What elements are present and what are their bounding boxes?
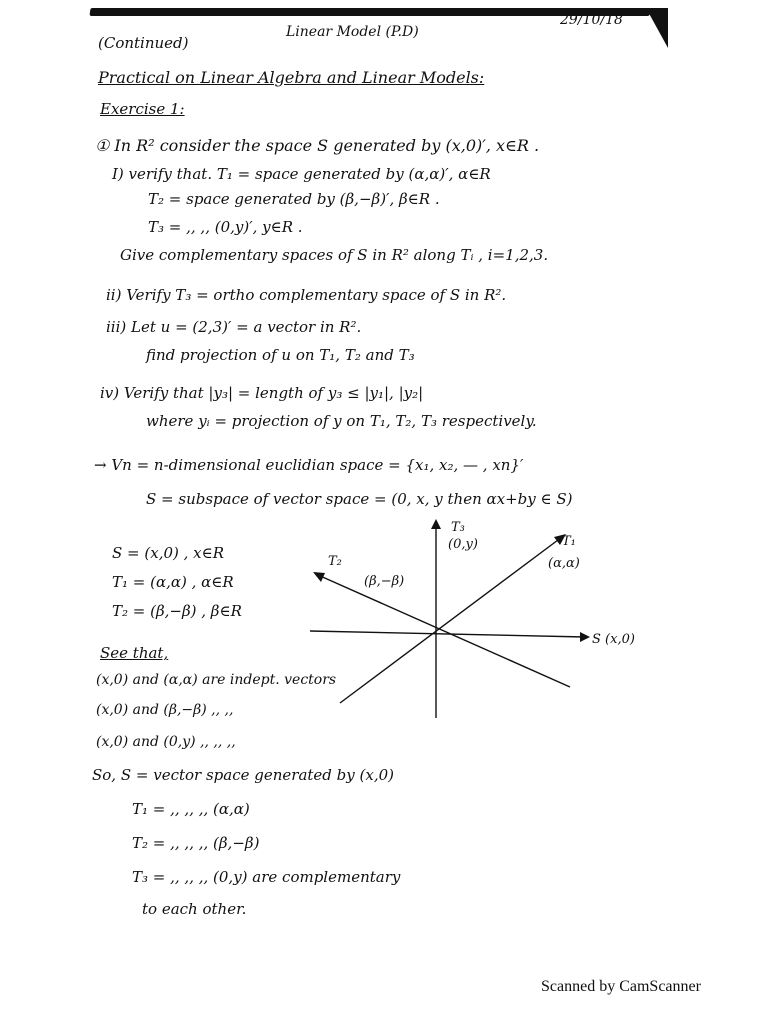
subspace-definition: S = subspace of vector space = (0, x, y then αx+by ∈ S): [146, 490, 573, 508]
each-other: to each other.: [142, 900, 247, 918]
def-s: S = (x,0) , x∈R: [112, 544, 225, 562]
def-t1: T₁ = (α,α) , α∈R: [112, 573, 234, 591]
camscanner-footer: Scanned by CamScanner: [541, 978, 701, 995]
t3-label: T₃: [451, 520, 465, 535]
t1-label: T₁: [562, 534, 576, 549]
question-iii-b: find projection of u on T₁, T₂ and T₃: [146, 346, 415, 364]
t3-point: (0,y): [448, 537, 478, 552]
t1-line: [340, 537, 562, 703]
date: 29/10/18: [560, 12, 623, 28]
page-corner: [646, 8, 668, 48]
question-1-give: Give complementary spaces of S in R² along Tᵢ , i=1,2,3.: [120, 246, 549, 264]
so-line: So, S = vector space generated by (x,0): [92, 766, 394, 784]
question-1-t2: T₂ = space generated by (β,−β)′, β∈R .: [148, 190, 440, 208]
question-1-i: I) verify that. T₁ = space generated by (α,α)′, α∈R: [112, 165, 491, 183]
question-1-t3: T₃ = ,, ,, (0,y)′, y∈R .: [148, 218, 303, 236]
s-arrowhead: [580, 632, 590, 642]
s-label: S (x,0): [592, 632, 635, 647]
subspace-diagram: [300, 515, 660, 725]
question-1: ① In R² consider the space S generated by (x,0)′, x∈R .: [95, 136, 540, 155]
so-row-t2: T₂ = ,, ,, ,, (β,−β): [132, 834, 260, 852]
question-ii: ii) Verify T₃ = ortho complementary space of S in R².: [106, 286, 507, 304]
t2-arrowhead: [313, 572, 325, 582]
question-iv-b: where yᵢ = projection of y on T₁, T₂, T₃ respectively.: [146, 412, 537, 430]
so-row-t3: T₃ = ,, ,, ,, (0,y) are complementary: [132, 868, 401, 886]
subject-title: Linear Model (P.D): [286, 24, 419, 40]
indep-row-3: (x,0) and (0,y) ,, ,, ,,: [96, 734, 236, 750]
vn-definition: → Vn = n-dimensional euclidian space = {x₁, x₂, — , xn}′: [94, 456, 524, 474]
indep-row-1: (x,0) and (α,α) are indept. vectors: [96, 672, 337, 688]
so-row-t1: T₁ = ,, ,, ,, (α,α): [132, 800, 250, 818]
continued-label: (Continued): [98, 34, 189, 52]
indep-row-2: (x,0) and (β,−β) ,, ,,: [96, 702, 234, 718]
t3-arrowhead: [431, 519, 441, 529]
t2-line: [318, 575, 570, 687]
see-that: See that,: [100, 644, 169, 662]
page-title: Practical on Linear Algebra and Linear Models:: [98, 68, 485, 87]
t2-point: (β,−β): [364, 574, 405, 589]
t1-point: (α,α): [548, 556, 580, 571]
question-iv: iv) Verify that |y₃| = length of y₃ ≤ |y₁|, |y₂|: [100, 384, 424, 402]
def-t2: T₂ = (β,−β) , β∈R: [112, 602, 242, 620]
t2-label: T₂: [328, 554, 342, 569]
exercise-heading: Exercise 1:: [100, 100, 185, 118]
question-iii: iii) Let u = (2,3)′ = a vector in R².: [106, 318, 362, 336]
